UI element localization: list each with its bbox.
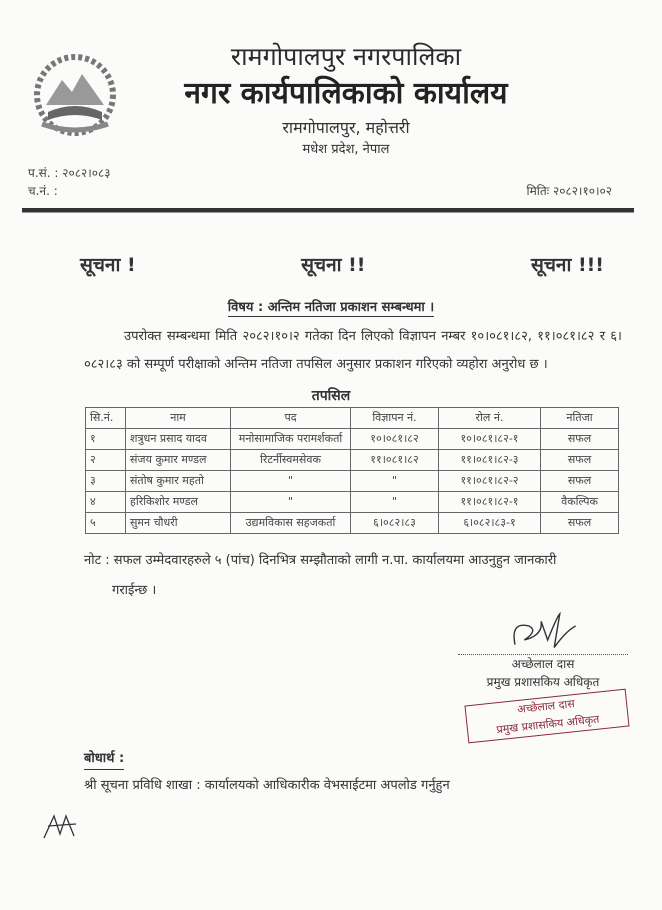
note-continuation: गराईन्छ ।: [112, 583, 157, 598]
subject-line: [28, 297, 634, 319]
body-paragraph: उपरोक्त सम्बन्धमा मिति २०८२।१०।२ गतेका दिन लिएको विज्ञापन नम्बर १०।०८१।८२, ११।०८१।८२ र ६।०८२।८३ को सम्पूर्ण परीक्षाको अन्तिम नतिजा तपसिल अनुसार प्रकाशन गरिएको व्यहोरा अनुरोध छ ।: [84, 329, 622, 372]
table-row: [86, 492, 619, 513]
municipality-name: रामगोपालपुर नगरपालिका: [230, 42, 462, 71]
table-caption: तपसिल: [311, 388, 351, 404]
table-row: [86, 450, 619, 471]
cell: ११।०८१।८२: [351, 450, 439, 471]
cell: १: [86, 429, 126, 450]
stamp-title: प्रमुख प्रशासकिय अधिकृत: [495, 712, 600, 737]
cell: सफल: [541, 429, 619, 450]
cell: उद्यमविकास सहजकर्ता: [231, 513, 351, 534]
nepal-emblem-icon: [32, 50, 118, 136]
header-cell: विज्ञापन नं.: [351, 408, 439, 429]
cell: ११।०८१।८२-२: [439, 471, 541, 492]
header-cell: नतिजा: [541, 408, 619, 429]
cell: ११।०८१।८२-३: [439, 450, 541, 471]
notice-heading-1: सूचना !: [80, 254, 136, 276]
cell: ६।०८२।८३: [351, 513, 439, 534]
cell: ५: [86, 513, 126, 534]
address-line-2: मधेश प्रदेश, नेपाल: [302, 142, 390, 157]
notice-headings: [28, 251, 634, 279]
address-line-1: रामगोपालपुर, महोत्तरी: [282, 118, 410, 137]
notice-heading-3: सूचना !!!: [530, 254, 604, 276]
letterhead: [28, 40, 634, 160]
signatory-title: प्रमुख प्रशासकिय अधिकृत: [486, 675, 600, 689]
signatory-name: अच्छेलाल दास: [511, 657, 575, 671]
cell: सफल: [541, 450, 619, 471]
cell: ": [351, 492, 439, 513]
cell: हरिकिशोर मण्डल: [126, 492, 231, 513]
cell: सफल: [541, 513, 619, 534]
signature-block: [458, 612, 628, 735]
table-row: [86, 429, 619, 450]
header-cell: सि.नं.: [86, 408, 126, 429]
initials-mark-icon: [40, 810, 80, 842]
notice-heading-2: सूचना !!: [301, 254, 366, 276]
reference-number: प.सं. : २०८२।०८३: [28, 166, 111, 180]
cc-label: बोधार्थ :: [84, 749, 124, 770]
cell: १०।०८१।८२-१: [439, 429, 541, 450]
signature-icon: [503, 612, 583, 654]
note-text: नोट : सफल उम्मेदवारहरुले ५ (पांच) दिनभित्र सम्झौताको लागी न.पा. कार्यालयमा आउनुहुन जानकारी: [84, 553, 557, 568]
stamp-name: अच्छेलाल दास: [516, 697, 576, 717]
table-row: [86, 513, 619, 534]
cc-line: श्री सूचना प्रविधि शाखा : कार्यालयको आधिकारीक वेभसाईटमा अपलोड गर्नुहुन: [84, 778, 450, 793]
cell: २: [86, 450, 126, 471]
cell: रिटर्नीस्वमसेवक: [231, 450, 351, 471]
cell: ३: [86, 471, 126, 492]
header-divider: [22, 208, 634, 213]
office-name: नगर कार्यपालिकाको कार्यालय: [184, 76, 508, 111]
cell: ": [351, 471, 439, 492]
cell: ६।०८२।८३-१: [439, 513, 541, 534]
cell: ": [231, 492, 351, 513]
letter-meta: [28, 164, 634, 200]
cell: ११।०८१।८२-१: [439, 492, 541, 513]
cell: शत्रुधन प्रसाद यादव: [126, 429, 231, 450]
header-cell: रोल नं.: [439, 408, 541, 429]
letter-date: मितिः २०८२।१०।०२: [526, 184, 612, 198]
cell: ": [231, 471, 351, 492]
dispatch-number: च.नं. :: [28, 184, 58, 198]
cell: सफल: [541, 471, 619, 492]
cell: मनोसामाजिक परामर्शकर्ता: [231, 429, 351, 450]
official-stamp: [464, 689, 629, 744]
cell: वैकल्पिक: [541, 492, 619, 513]
results-table: [85, 407, 619, 534]
cell: सुमन चौधरी: [126, 513, 231, 534]
table-header-row: [86, 408, 619, 429]
header-cell: पद: [231, 408, 351, 429]
note-section: [84, 546, 624, 606]
ref-block: [28, 164, 110, 200]
table-row: [86, 471, 619, 492]
subject-text: विषय : अन्तिम नतिजा प्रकाशन सम्बन्धमा ।: [227, 300, 435, 315]
cell: संतोष कुमार महतो: [126, 471, 231, 492]
cell: ४: [86, 492, 126, 513]
cell: १०।०८१।८२: [351, 429, 439, 450]
header-cell: नाम: [126, 408, 231, 429]
cell: संजय कुमार मण्डल: [126, 450, 231, 471]
